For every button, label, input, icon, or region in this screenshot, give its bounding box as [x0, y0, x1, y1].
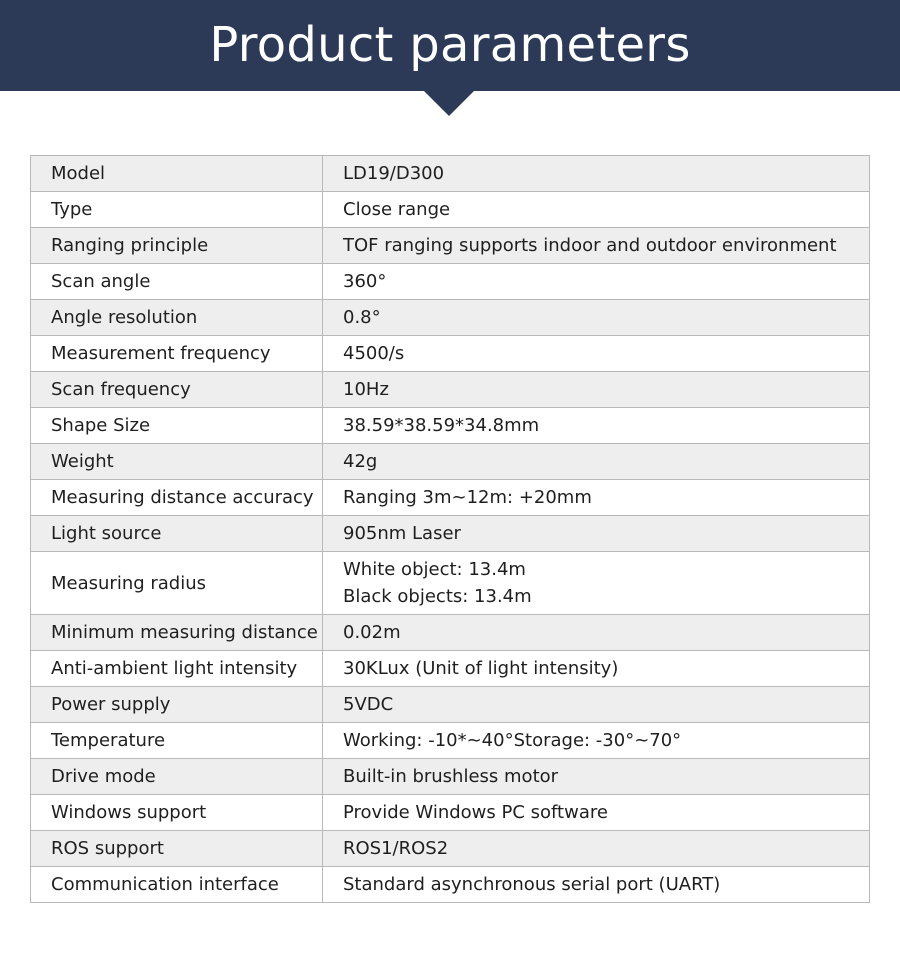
- table-row: [31, 687, 870, 723]
- spec-label: Shape Size: [31, 408, 323, 444]
- table-row: [31, 264, 870, 300]
- table-row: [31, 156, 870, 192]
- spec-value-line: White object: 13.4m: [343, 559, 526, 580]
- spec-label: Weight: [31, 444, 323, 480]
- spec-table: [30, 155, 870, 903]
- spec-label: Scan angle: [31, 264, 323, 300]
- table-row: [31, 552, 870, 615]
- spec-value: 0.8°: [323, 300, 870, 336]
- table-row: [31, 192, 870, 228]
- spec-value: 905nm Laser: [323, 516, 870, 552]
- spec-value: 30KLux (Unit of light intensity): [323, 651, 870, 687]
- spec-label: Type: [31, 192, 323, 228]
- table-row: [31, 372, 870, 408]
- table-row: [31, 228, 870, 264]
- spec-value: 360°: [323, 264, 870, 300]
- page-title: Product parameters: [209, 17, 691, 73]
- spec-value: [323, 552, 870, 615]
- spec-label: Measuring radius: [31, 552, 323, 615]
- table-row: [31, 723, 870, 759]
- spec-label: Anti-ambient light intensity: [31, 651, 323, 687]
- spec-label: Communication interface: [31, 867, 323, 903]
- header-banner: [0, 0, 900, 91]
- table-row: [31, 480, 870, 516]
- spec-value: Built-in brushless motor: [323, 759, 870, 795]
- table-row: [31, 615, 870, 651]
- spec-value: ROS1/ROS2: [323, 831, 870, 867]
- spec-value: 38.59*38.59*34.8mm: [323, 408, 870, 444]
- spec-label: Measurement frequency: [31, 336, 323, 372]
- spec-value: Close range: [323, 192, 870, 228]
- table-row: [31, 336, 870, 372]
- table-row: [31, 867, 870, 903]
- banner-pointer-icon: [423, 90, 475, 116]
- spec-value: 4500/s: [323, 336, 870, 372]
- spec-label: Model: [31, 156, 323, 192]
- spec-value-line: Black objects: 13.4m: [343, 586, 532, 607]
- table-row: [31, 759, 870, 795]
- spec-value: 10Hz: [323, 372, 870, 408]
- spec-value: 42g: [323, 444, 870, 480]
- spec-label: Drive mode: [31, 759, 323, 795]
- table-row: [31, 516, 870, 552]
- spec-value: Working: -10*~40°Storage: -30°~70°: [323, 723, 870, 759]
- spec-label: Windows support: [31, 795, 323, 831]
- spec-label: ROS support: [31, 831, 323, 867]
- spec-value: 5VDC: [323, 687, 870, 723]
- spec-value: Ranging 3m~12m: +20mm: [323, 480, 870, 516]
- table-row: [31, 831, 870, 867]
- spec-value: Standard asynchronous serial port (UART): [323, 867, 870, 903]
- spec-label: Measuring distance accuracy: [31, 480, 323, 516]
- spec-label: Power supply: [31, 687, 323, 723]
- spec-label: Light source: [31, 516, 323, 552]
- table-row: [31, 651, 870, 687]
- table-row: [31, 408, 870, 444]
- table-row: [31, 300, 870, 336]
- spec-label: Minimum measuring distance: [31, 615, 323, 651]
- spec-label: Temperature: [31, 723, 323, 759]
- table-row: [31, 444, 870, 480]
- spec-label: Ranging principle: [31, 228, 323, 264]
- table-row: [31, 795, 870, 831]
- spec-value: TOF ranging supports indoor and outdoor environment: [323, 228, 870, 264]
- spec-value: LD19/D300: [323, 156, 870, 192]
- spec-label: Angle resolution: [31, 300, 323, 336]
- spec-value: 0.02m: [323, 615, 870, 651]
- spec-label: Scan frequency: [31, 372, 323, 408]
- spec-value: Provide Windows PC software: [323, 795, 870, 831]
